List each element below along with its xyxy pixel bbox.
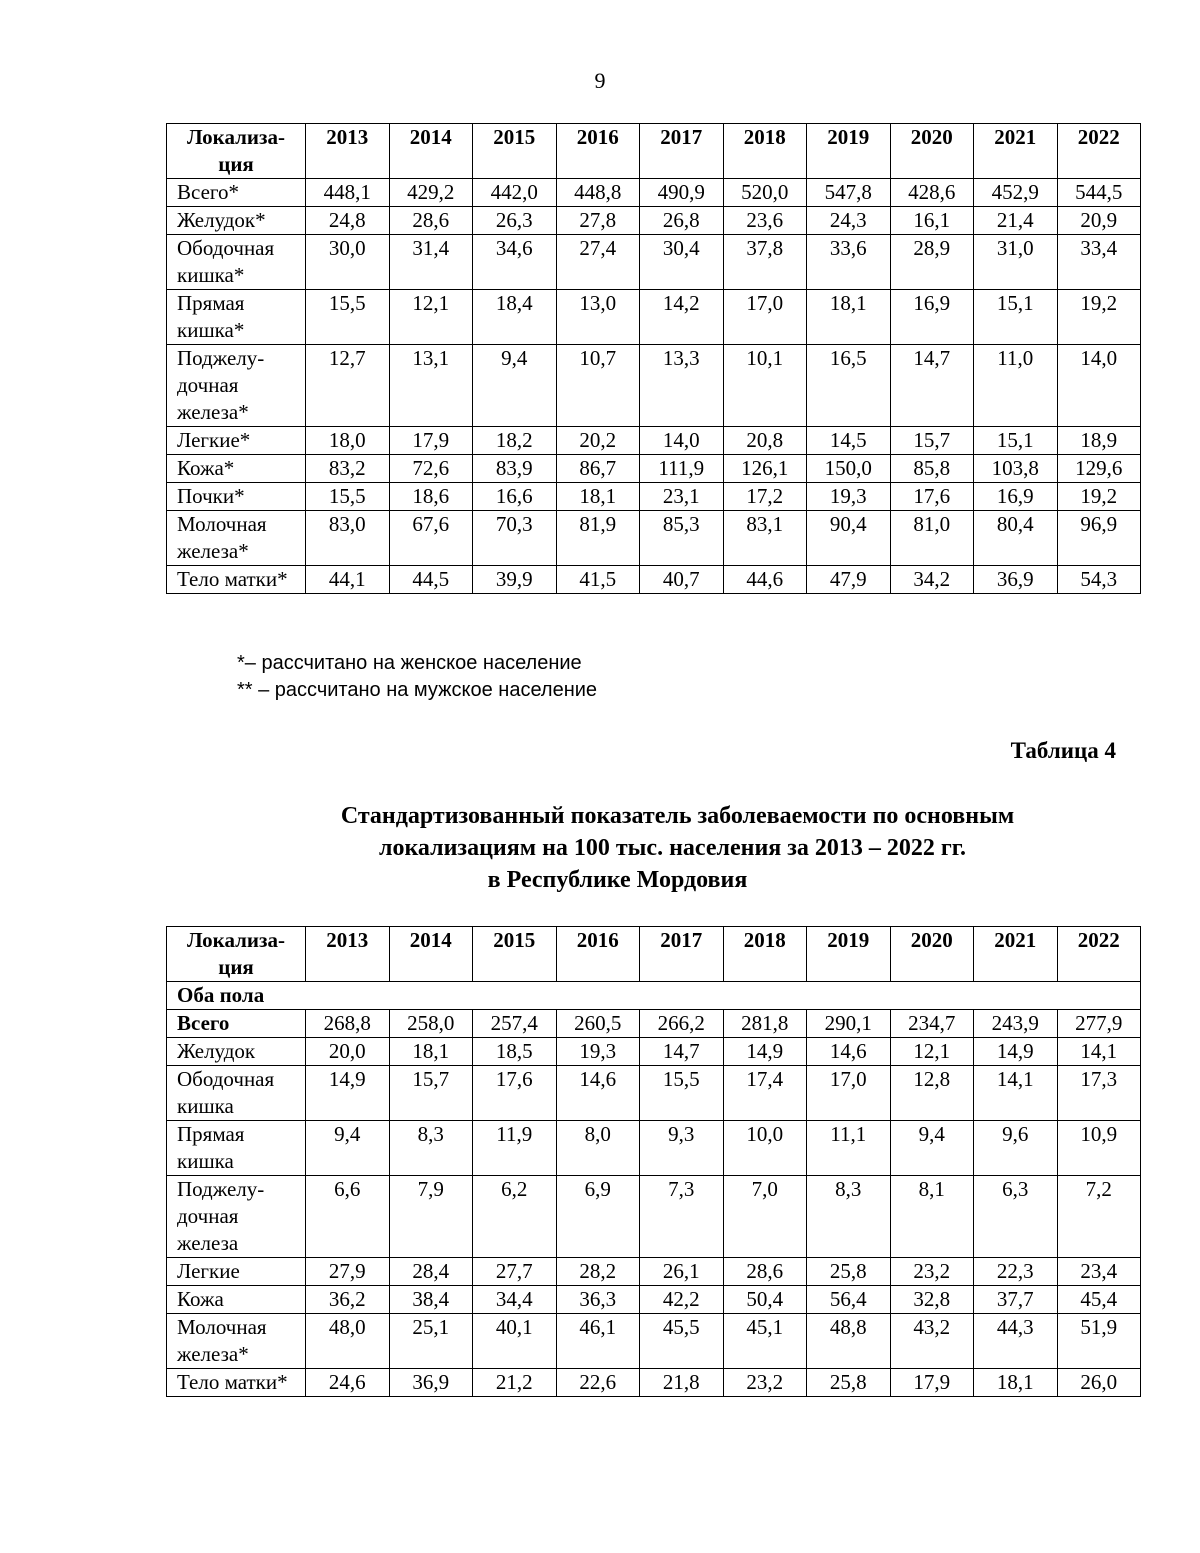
value-cell: 277,9: [1057, 1010, 1141, 1038]
value-cell: 10,0: [723, 1121, 807, 1176]
value-cell: 442,0: [473, 179, 557, 207]
value-cell: 45,1: [723, 1314, 807, 1369]
value-cell: 17,9: [890, 1369, 974, 1397]
value-cell: 39,9: [473, 566, 557, 594]
value-cell: 15,1: [974, 290, 1058, 345]
table-row: [167, 290, 1141, 345]
header-cell: 2019: [807, 124, 891, 179]
table-row: [167, 1038, 1141, 1066]
value-cell: 16,1: [890, 207, 974, 235]
header-cell: 2015: [473, 927, 557, 982]
header-cell: Локализа-ция: [167, 927, 306, 982]
value-cell: 18,0: [306, 427, 390, 455]
value-cell: 23,1: [640, 483, 724, 511]
value-cell: 17,0: [807, 1066, 891, 1121]
table-title: [0, 800, 1200, 896]
value-cell: 448,8: [556, 179, 640, 207]
value-cell: 20,8: [723, 427, 807, 455]
table-row: [167, 1010, 1141, 1038]
value-cell: 17,6: [473, 1066, 557, 1121]
header-cell: 2018: [723, 927, 807, 982]
value-cell: 90,4: [807, 511, 891, 566]
value-cell: 48,8: [807, 1314, 891, 1369]
value-cell: 30,4: [640, 235, 724, 290]
header-cell: 2022: [1057, 927, 1141, 982]
value-cell: 9,3: [640, 1121, 724, 1176]
row-label: Поджелу-дочная железа*: [167, 345, 306, 427]
table-row: [167, 511, 1141, 566]
value-cell: 490,9: [640, 179, 724, 207]
value-cell: 14,7: [640, 1038, 724, 1066]
header-cell: 2018: [723, 124, 807, 179]
header-cell: 2020: [890, 927, 974, 982]
value-cell: 9,6: [974, 1121, 1058, 1176]
header-cell: 2016: [556, 124, 640, 179]
row-label: Молочная железа*: [167, 1314, 306, 1369]
value-cell: 18,4: [473, 290, 557, 345]
value-cell: 85,8: [890, 455, 974, 483]
value-cell: 25,1: [389, 1314, 473, 1369]
header-cell: 2021: [974, 124, 1058, 179]
value-cell: 41,5: [556, 566, 640, 594]
value-cell: 25,8: [807, 1258, 891, 1286]
value-cell: 17,0: [723, 290, 807, 345]
value-cell: 25,8: [807, 1369, 891, 1397]
value-cell: 19,3: [556, 1038, 640, 1066]
footnotes: [237, 650, 597, 704]
value-cell: 26,8: [640, 207, 724, 235]
standardized-incidence-table: [166, 926, 1141, 1397]
value-cell: 11,1: [807, 1121, 891, 1176]
value-cell: 34,2: [890, 566, 974, 594]
row-label: Тело матки*: [167, 1369, 306, 1397]
table-body: [167, 179, 1141, 594]
value-cell: 27,4: [556, 235, 640, 290]
value-cell: 9,4: [473, 345, 557, 427]
row-label: Прямая кишка: [167, 1121, 306, 1176]
value-cell: 13,0: [556, 290, 640, 345]
value-cell: 23,4: [1057, 1258, 1141, 1286]
value-cell: 27,7: [473, 1258, 557, 1286]
value-cell: 150,0: [807, 455, 891, 483]
value-cell: 14,0: [640, 427, 724, 455]
row-label: Кожа*: [167, 455, 306, 483]
value-cell: 40,7: [640, 566, 724, 594]
value-cell: 37,8: [723, 235, 807, 290]
value-cell: 520,0: [723, 179, 807, 207]
value-cell: 17,2: [723, 483, 807, 511]
value-cell: 15,5: [640, 1066, 724, 1121]
value-cell: 47,9: [807, 566, 891, 594]
value-cell: 20,9: [1057, 207, 1141, 235]
value-cell: 30,0: [306, 235, 390, 290]
header-cell: Локализа-ция: [167, 124, 306, 179]
value-cell: 126,1: [723, 455, 807, 483]
value-cell: 83,0: [306, 511, 390, 566]
value-cell: 38,4: [389, 1286, 473, 1314]
value-cell: 17,4: [723, 1066, 807, 1121]
value-cell: 54,3: [1057, 566, 1141, 594]
table-row: [167, 345, 1141, 427]
value-cell: 16,6: [473, 483, 557, 511]
header-cell: 2014: [389, 927, 473, 982]
value-cell: 6,2: [473, 1176, 557, 1258]
table-row: [167, 455, 1141, 483]
value-cell: 34,4: [473, 1286, 557, 1314]
value-cell: 44,3: [974, 1314, 1058, 1369]
table-row: [167, 179, 1141, 207]
header-cell: 2017: [640, 927, 724, 982]
footnote-male: ** – рассчитано на мужское население: [237, 679, 598, 701]
value-cell: 18,5: [473, 1038, 557, 1066]
value-cell: 258,0: [389, 1010, 473, 1038]
value-cell: 16,9: [974, 483, 1058, 511]
value-cell: 20,0: [306, 1038, 390, 1066]
value-cell: 21,8: [640, 1369, 724, 1397]
table-row: [167, 483, 1141, 511]
value-cell: 44,1: [306, 566, 390, 594]
table-row: [167, 1176, 1141, 1258]
title-line: локализациям на 100 тыс. населения за 2013 – 2022 гг.: [379, 835, 966, 861]
value-cell: 18,6: [389, 483, 473, 511]
value-cell: 51,9: [1057, 1314, 1141, 1369]
value-cell: 18,1: [389, 1038, 473, 1066]
header-cell: 2015: [473, 124, 557, 179]
value-cell: 8,0: [556, 1121, 640, 1176]
row-label: Легкие*: [167, 427, 306, 455]
value-cell: 18,2: [473, 427, 557, 455]
value-cell: 452,9: [974, 179, 1058, 207]
value-cell: 7,9: [389, 1176, 473, 1258]
value-cell: 83,2: [306, 455, 390, 483]
value-cell: 67,6: [389, 511, 473, 566]
table-row: [167, 1066, 1141, 1121]
value-cell: 14,5: [807, 427, 891, 455]
value-cell: 24,6: [306, 1369, 390, 1397]
value-cell: 257,4: [473, 1010, 557, 1038]
row-label: Легкие: [167, 1258, 306, 1286]
value-cell: 96,9: [1057, 511, 1141, 566]
table-row: [167, 1121, 1141, 1176]
header-cell: 2014: [389, 124, 473, 179]
value-cell: 34,6: [473, 235, 557, 290]
section-row: [167, 982, 1141, 1010]
value-cell: 33,6: [807, 235, 891, 290]
value-cell: 22,6: [556, 1369, 640, 1397]
value-cell: 7,3: [640, 1176, 724, 1258]
value-cell: 23,6: [723, 207, 807, 235]
value-cell: 290,1: [807, 1010, 891, 1038]
value-cell: 14,6: [807, 1038, 891, 1066]
value-cell: 20,2: [556, 427, 640, 455]
value-cell: 26,1: [640, 1258, 724, 1286]
value-cell: 6,9: [556, 1176, 640, 1258]
table-row: [167, 207, 1141, 235]
value-cell: 36,9: [974, 566, 1058, 594]
value-cell: 243,9: [974, 1010, 1058, 1038]
title-line: Стандартизованный показатель заболеваемости по основным: [340, 803, 1015, 829]
table-row: [167, 1258, 1141, 1286]
value-cell: 14,6: [556, 1066, 640, 1121]
value-cell: 448,1: [306, 179, 390, 207]
table-row: [167, 1369, 1141, 1397]
value-cell: 72,6: [389, 455, 473, 483]
row-label: Тело матки*: [167, 566, 306, 594]
value-cell: 12,1: [890, 1038, 974, 1066]
value-cell: 12,8: [890, 1066, 974, 1121]
header-cell: 2017: [640, 124, 724, 179]
value-cell: 7,0: [723, 1176, 807, 1258]
value-cell: 40,1: [473, 1314, 557, 1369]
value-cell: 83,1: [723, 511, 807, 566]
value-cell: 15,7: [389, 1066, 473, 1121]
value-cell: 19,2: [1057, 290, 1141, 345]
value-cell: 45,4: [1057, 1286, 1141, 1314]
value-cell: 19,2: [1057, 483, 1141, 511]
value-cell: 15,5: [306, 290, 390, 345]
value-cell: 81,9: [556, 511, 640, 566]
table-number-label: Таблица 4: [1010, 738, 1116, 763]
value-cell: 28,2: [556, 1258, 640, 1286]
value-cell: 9,4: [890, 1121, 974, 1176]
row-label: Ободочная кишка*: [167, 235, 306, 290]
value-cell: 14,9: [723, 1038, 807, 1066]
value-cell: 56,4: [807, 1286, 891, 1314]
row-label: Ободочная кишка: [167, 1066, 306, 1121]
value-cell: 111,9: [640, 455, 724, 483]
value-cell: 31,0: [974, 235, 1058, 290]
value-cell: 544,5: [1057, 179, 1141, 207]
value-cell: 281,8: [723, 1010, 807, 1038]
value-cell: 15,5: [306, 483, 390, 511]
value-cell: 8,3: [807, 1176, 891, 1258]
value-cell: 81,0: [890, 511, 974, 566]
header-cell: 2013: [306, 124, 390, 179]
value-cell: 23,2: [723, 1369, 807, 1397]
value-cell: 16,9: [890, 290, 974, 345]
value-cell: 11,0: [974, 345, 1058, 427]
row-label: Молочная железа*: [167, 511, 306, 566]
value-cell: 13,1: [389, 345, 473, 427]
table-header: [167, 124, 1141, 179]
value-cell: 70,3: [473, 511, 557, 566]
table-row: [167, 427, 1141, 455]
value-cell: 86,7: [556, 455, 640, 483]
row-label: Кожа: [167, 1286, 306, 1314]
value-cell: 50,4: [723, 1286, 807, 1314]
value-cell: 11,9: [473, 1121, 557, 1176]
value-cell: 6,3: [974, 1176, 1058, 1258]
value-cell: 10,9: [1057, 1121, 1141, 1176]
value-cell: 18,9: [1057, 427, 1141, 455]
table-row: [167, 1314, 1141, 1369]
value-cell: 17,6: [890, 483, 974, 511]
footnote-female: *– рассчитано на женское население: [237, 652, 582, 674]
value-cell: 31,4: [389, 235, 473, 290]
row-label: Всего: [167, 1010, 306, 1038]
value-cell: 8,3: [389, 1121, 473, 1176]
value-cell: 18,1: [807, 290, 891, 345]
section-label: Оба пола: [167, 982, 1141, 1010]
value-cell: 28,4: [389, 1258, 473, 1286]
table-header: [167, 927, 1141, 982]
value-cell: 85,3: [640, 511, 724, 566]
value-cell: 28,6: [389, 207, 473, 235]
value-cell: 429,2: [389, 179, 473, 207]
row-label: Прямая кишка*: [167, 290, 306, 345]
value-cell: 7,2: [1057, 1176, 1141, 1258]
value-cell: 36,3: [556, 1286, 640, 1314]
value-cell: 18,1: [974, 1369, 1058, 1397]
value-cell: 266,2: [640, 1010, 724, 1038]
table-row: [167, 1286, 1141, 1314]
header-cell: 2016: [556, 927, 640, 982]
value-cell: 45,5: [640, 1314, 724, 1369]
value-cell: 428,6: [890, 179, 974, 207]
row-label: Почки*: [167, 483, 306, 511]
value-cell: 32,8: [890, 1286, 974, 1314]
value-cell: 10,1: [723, 345, 807, 427]
value-cell: 33,4: [1057, 235, 1141, 290]
value-cell: 46,1: [556, 1314, 640, 1369]
value-cell: 17,9: [389, 427, 473, 455]
value-cell: 44,6: [723, 566, 807, 594]
value-cell: 268,8: [306, 1010, 390, 1038]
value-cell: 15,7: [890, 427, 974, 455]
value-cell: 14,2: [640, 290, 724, 345]
value-cell: 43,2: [890, 1314, 974, 1369]
row-label: Желудок: [167, 1038, 306, 1066]
table-body: [167, 982, 1141, 1397]
header-cell: 2021: [974, 927, 1058, 982]
value-cell: 12,1: [389, 290, 473, 345]
value-cell: 14,9: [974, 1038, 1058, 1066]
value-cell: 27,9: [306, 1258, 390, 1286]
value-cell: 24,8: [306, 207, 390, 235]
value-cell: 48,0: [306, 1314, 390, 1369]
value-cell: 21,4: [974, 207, 1058, 235]
value-cell: 18,1: [556, 483, 640, 511]
value-cell: 129,6: [1057, 455, 1141, 483]
value-cell: 26,0: [1057, 1369, 1141, 1397]
value-cell: 14,0: [1057, 345, 1141, 427]
value-cell: 10,7: [556, 345, 640, 427]
value-cell: 19,3: [807, 483, 891, 511]
value-cell: 13,3: [640, 345, 724, 427]
value-cell: 234,7: [890, 1010, 974, 1038]
incidence-table-female: [166, 123, 1141, 594]
value-cell: 26,3: [473, 207, 557, 235]
value-cell: 37,7: [974, 1286, 1058, 1314]
value-cell: 42,2: [640, 1286, 724, 1314]
value-cell: 36,2: [306, 1286, 390, 1314]
value-cell: 27,8: [556, 207, 640, 235]
value-cell: 14,7: [890, 345, 974, 427]
value-cell: 83,9: [473, 455, 557, 483]
value-cell: 14,9: [306, 1066, 390, 1121]
value-cell: 44,5: [389, 566, 473, 594]
title-line: в Республике Мордовия: [487, 867, 748, 893]
page-number: 9: [594, 68, 606, 93]
value-cell: 16,5: [807, 345, 891, 427]
value-cell: 24,3: [807, 207, 891, 235]
header-cell: 2019: [807, 927, 891, 982]
value-cell: 547,8: [807, 179, 891, 207]
value-cell: 28,6: [723, 1258, 807, 1286]
value-cell: 8,1: [890, 1176, 974, 1258]
value-cell: 6,6: [306, 1176, 390, 1258]
row-label: Желудок*: [167, 207, 306, 235]
table-row: [167, 566, 1141, 594]
value-cell: 103,8: [974, 455, 1058, 483]
value-cell: 23,2: [890, 1258, 974, 1286]
value-cell: 14,1: [1057, 1038, 1141, 1066]
header-cell: 2020: [890, 124, 974, 179]
value-cell: 15,1: [974, 427, 1058, 455]
value-cell: 80,4: [974, 511, 1058, 566]
value-cell: 28,9: [890, 235, 974, 290]
header-cell: 2022: [1057, 124, 1141, 179]
value-cell: 12,7: [306, 345, 390, 427]
value-cell: 14,1: [974, 1066, 1058, 1121]
value-cell: 21,2: [473, 1369, 557, 1397]
value-cell: 22,3: [974, 1258, 1058, 1286]
value-cell: 260,5: [556, 1010, 640, 1038]
value-cell: 17,3: [1057, 1066, 1141, 1121]
value-cell: 9,4: [306, 1121, 390, 1176]
header-cell: 2013: [306, 927, 390, 982]
table-row: [167, 235, 1141, 290]
row-label: Поджелу-дочная железа: [167, 1176, 306, 1258]
row-label: Всего*: [167, 179, 306, 207]
value-cell: 36,9: [389, 1369, 473, 1397]
